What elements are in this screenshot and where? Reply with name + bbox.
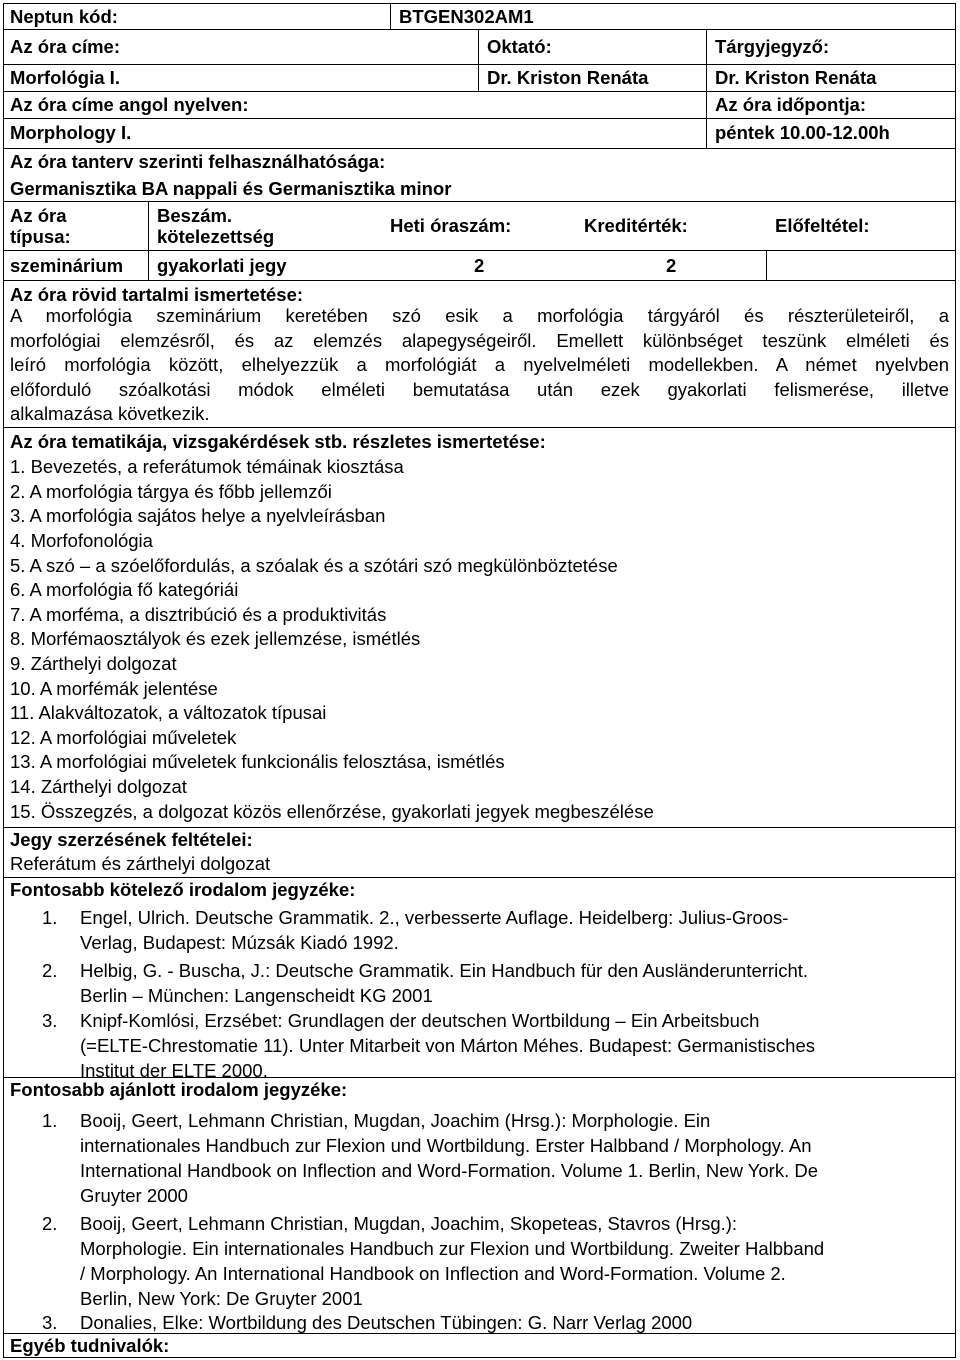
usability-label: Az óra tanterv szerinti felhasználhatósága: [10, 151, 386, 172]
reference-line: Berlin, New York: De Gruyter 2001 [80, 1288, 363, 1309]
title-en-label: Az óra címe angol nyelven: [10, 94, 249, 115]
assess-value: gyakorlati jegy [157, 255, 287, 276]
hours-value: 2 [474, 255, 485, 276]
neptun-label: Neptun kód: [10, 6, 118, 27]
topic-item: 13. A morfológiai műveletek funkcionális felosztása, ismétlés [10, 751, 505, 772]
grading-section [3, 827, 956, 877]
assess-label-cell [148, 202, 380, 250]
summary-heading: Az óra rövid tartalmi ismertetése: [10, 284, 304, 305]
usability-label-row [3, 149, 956, 175]
topics-heading: Az óra tematikája, vizsgakérdések stb. részletes ismertetése: [10, 431, 546, 452]
other-info-section [3, 1333, 956, 1358]
topic-item: 9. Zárthelyi dolgozat [10, 653, 177, 674]
neptun-value-cell [390, 4, 955, 29]
topic-item: 3. A morfológia sajátos helye a nyelvleírásban [10, 505, 386, 526]
teacher-value: Dr. Kriston Renáta [487, 67, 649, 88]
topic-item: 14. Zárthelyi dolgozat [10, 776, 187, 797]
credit-value: 2 [666, 255, 677, 276]
reference-line: / Morphology. An International Handbook on Inflection and Word-Formation. Volume 2. [80, 1263, 786, 1284]
item-number: 2. [42, 1213, 58, 1234]
reference-line: International Handbook on Inflection and Word-Formation. Volume 1. Berlin, New York. De [80, 1160, 819, 1181]
subject-owner-label-cell [706, 30, 955, 64]
usability-value-row [3, 175, 956, 202]
required-literature-heading: Fontosabb kötelező irodalom jegyzéke: [10, 879, 356, 900]
title-en-labels-row [3, 92, 956, 119]
item-number: 1. [42, 1110, 58, 1131]
teacher-value-cell [478, 65, 706, 91]
item-number: 2. [42, 960, 58, 981]
title-label: Az óra címe: [10, 36, 121, 57]
topic-item: 8. Morfémaosztályok és ezek jellemzése, ismétlés [10, 628, 421, 649]
summary-line: morfológiai elemzésről, és az elemzés alapegységeiről. Emellett különbséget teszünk elméleti és [10, 329, 949, 351]
reference-line: Booij, Geert, Lehmann Christian, Mugdan, Joachim, Skopeteas, Stavros (Hrsg.): [80, 1213, 738, 1234]
time-value-cell [706, 119, 955, 148]
reference-line: Helbig, G. - Buscha, J.: Deutsche Grammatik. Ein Handbuch für den Ausländerunterricht. [80, 960, 809, 981]
item-number: 3. [42, 1010, 58, 1031]
title-en-values-row [3, 119, 956, 149]
topic-item: 5. A szó – a szóelőfordulás, a szóalak és a szótári szó megkülönböztetése [10, 555, 618, 576]
hours-label: Heti óraszám: [390, 215, 512, 236]
type-labels-row [3, 202, 956, 251]
reference-line: (=ELTE-Chrestomatie 11). Unter Mitarbeit von Márton Méhes. Budapest: Germanistisches [80, 1035, 815, 1056]
title-values-row [3, 65, 956, 92]
summary-text [10, 304, 949, 427]
recommended-literature-section [3, 1077, 956, 1333]
neptun-value: BTGEN302AM1 [399, 6, 534, 27]
recommended-literature-heading: Fontosabb ajánlott irodalom jegyzéke: [10, 1079, 348, 1100]
topic-item: 10. A morfémák jelentése [10, 678, 218, 699]
time-value: péntek 10.00-12.00h [715, 122, 890, 143]
topic-item: 4. Morfofonológia [10, 530, 153, 551]
topic-item: 2. A morfológia tárgya és főbb jellemzői [10, 481, 332, 502]
topic-item: 11. Alakváltozatok, a változatok típusai [10, 702, 327, 723]
reference-line: Verlag, Budapest: Múzsák Kiadó 1992. [80, 932, 399, 953]
reference-line: Institut der ELTE 2000. [80, 1060, 268, 1081]
topics-section [3, 427, 956, 827]
item-number: 3. [42, 1312, 58, 1333]
reference-line: Gruyter 2000 [80, 1185, 188, 1206]
assess-value-cell [148, 251, 380, 280]
teacher-label-cell [478, 30, 706, 64]
neptun-row [3, 3, 956, 30]
type-values-row [3, 251, 956, 281]
reference-line: Booij, Geert, Lehmann Christian, Mugdan, Joachim (Hrsg.): Morphologie. Ein [80, 1110, 711, 1131]
reference-line: Morphologie. Ein internationales Handbuch zur Flexion und Wortbildung. Zweiter Halbband [80, 1238, 825, 1259]
assess-label-line2: kötelezettség [157, 226, 275, 247]
type-label-line2: típusa: [10, 226, 71, 247]
other-info-heading: Egyéb tudnivalók: [10, 1335, 170, 1356]
summary-section [3, 281, 956, 427]
reference-line: Knipf-Komlósi, Erzsébet: Grundlagen der deutschen Wortbildung – Ein Arbeitsbuch [80, 1010, 760, 1031]
item-number: 1. [42, 907, 58, 928]
type-value: szeminárium [10, 255, 124, 276]
title-en-value: Morphology I. [10, 122, 132, 143]
summary-line: alkalmazása következik. [10, 403, 210, 424]
credit-label: Kreditérték: [584, 215, 688, 236]
reference-line: Engel, Ulrich. Deutsche Grammatik. 2., verbesserte Auflage. Heidelberg: Julius-Groos- [80, 907, 789, 928]
subject-owner-value: Dr. Kriston Renáta [715, 67, 877, 88]
topic-item: 6. A morfológia fő kategóriái [10, 579, 239, 600]
required-literature-section [3, 877, 956, 1081]
time-label-cell [706, 92, 955, 118]
prereq-value-cell [766, 251, 955, 280]
summary-line: leíró morfológia között, elhelyezzük a morfológiát a nyelvelméleti modellekben. A német nyelvben [10, 354, 949, 375]
title-value: Morfológia I. [10, 67, 120, 88]
topic-item: 1. Bevezetés, a referátumok témáinak kiosztása [10, 456, 404, 477]
grading-heading: Jegy szerzésének feltételei: [10, 829, 253, 850]
reference-line: Donalies, Elke: Wortbildung des Deutschen Tübingen: G. Narr Verlag 2000 [80, 1312, 693, 1333]
teacher-label: Oktató: [487, 36, 552, 57]
reference-line: Berlin – München: Langenscheidt KG 2001 [80, 985, 433, 1006]
subject-owner-value-cell [706, 65, 955, 91]
title-labels-row [3, 30, 956, 65]
usability-value: Germanisztika BA nappali és Germanisztika minor [10, 178, 452, 199]
type-label-line1: Az óra [10, 205, 67, 226]
topic-item: 15. Összegzés, a dolgozat közös ellenőrzése, gyakorlati jegyek megbeszélése [10, 801, 654, 822]
reference-line: internationales Handbuch zur Flexion und Wortbildung. Erster Halbband / Morphology. An [80, 1135, 812, 1156]
course-description-sheet [3, 3, 956, 1358]
topic-item: 12. A morfológiai műveletek [10, 727, 237, 748]
subject-owner-label: Tárgyjegyző: [715, 36, 830, 57]
summary-line: A morfológia szeminárium keretében szó esik a morfológia tárgyáról és részterületeiről, a [10, 305, 949, 326]
topic-item: 7. A morféma, a disztribúció és a produktivitás [10, 604, 387, 625]
grading-value: Referátum és zárthelyi dolgozat [10, 853, 271, 874]
prereq-label: Előfeltétel: [775, 215, 870, 236]
assess-label-line1: Beszám. [157, 205, 233, 226]
summary-line: előforduló szóalkotási módok elméleti bemutatása után ezek gyakorlati felismerése, illetve [10, 378, 949, 400]
time-label: Az óra időpontja: [715, 94, 867, 115]
